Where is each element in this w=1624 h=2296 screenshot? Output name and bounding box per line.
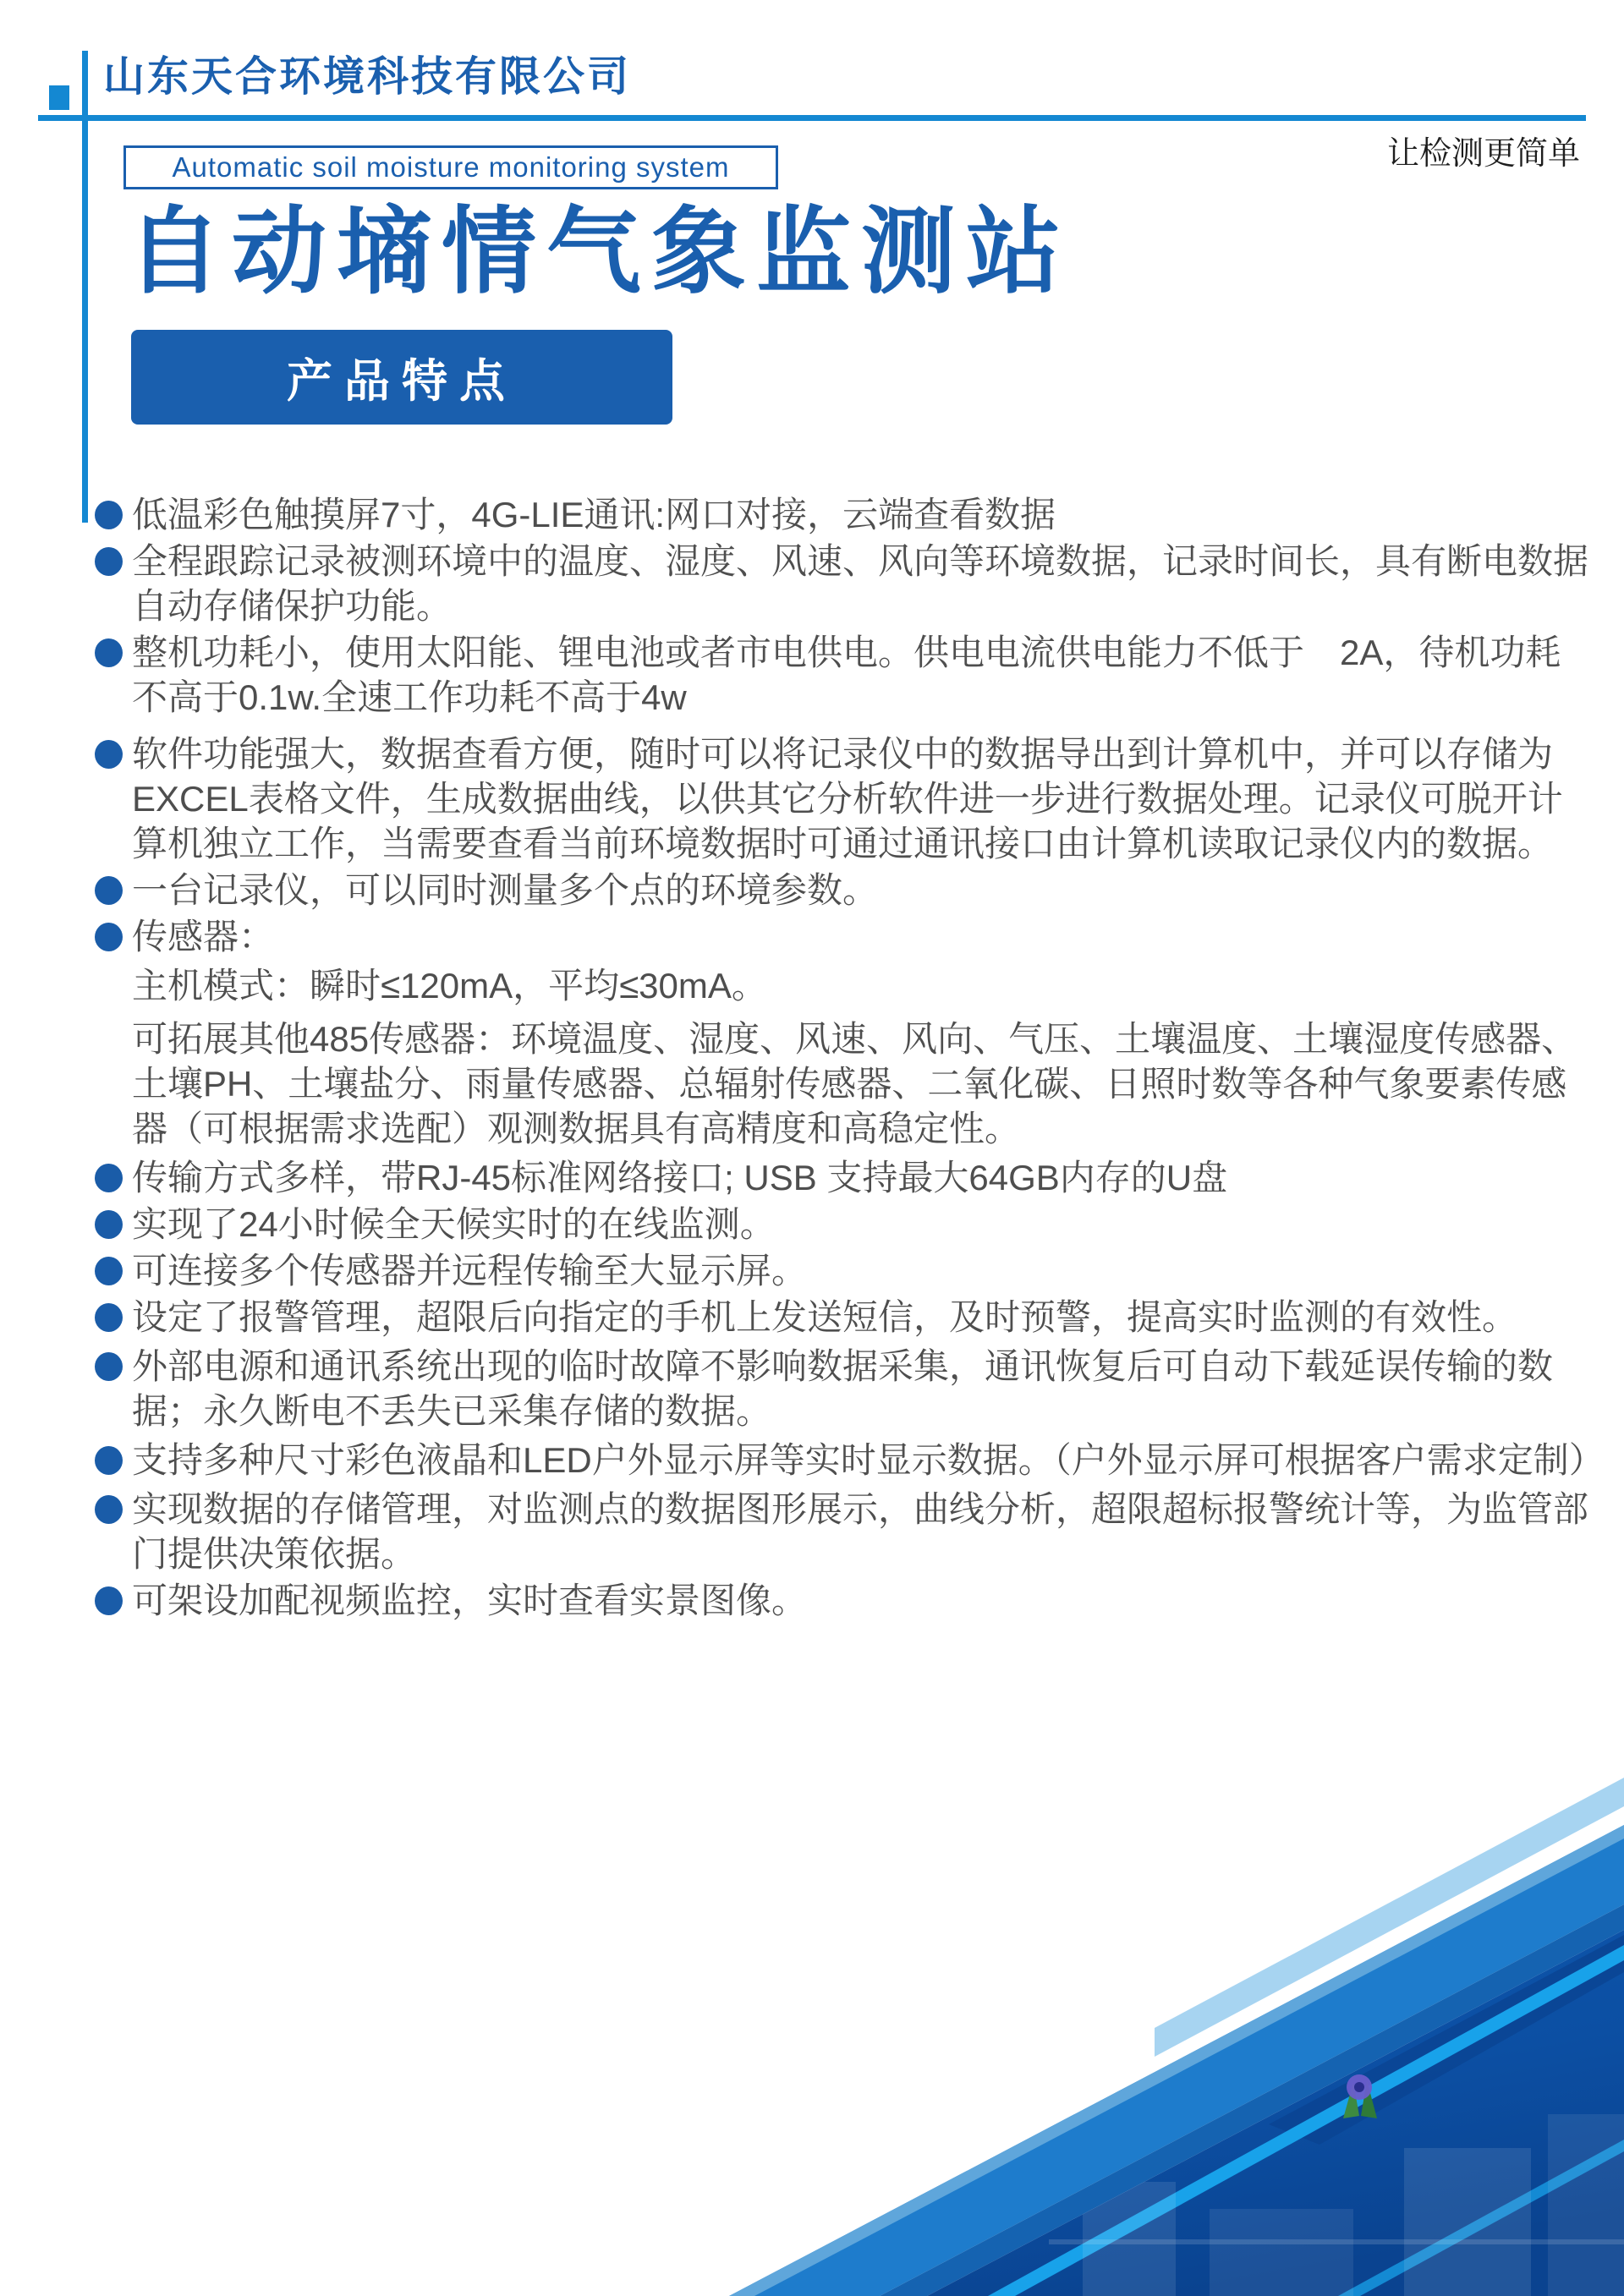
feature-item — [95, 539, 1594, 628]
bullet-icon — [95, 1210, 123, 1239]
bullet-icon — [95, 1164, 123, 1192]
feature-text: 全程跟踪记录被测环境中的温度、湿度、风速、风向等环境数据，记录时间长，具有断电数据自动存储保护功能。 — [132, 541, 1589, 626]
feature-text: 实现了24小时候全天候实时的在线监测。 — [132, 1204, 776, 1244]
bright-line-1 — [988, 1945, 1624, 2296]
bullet-icon — [95, 1352, 123, 1381]
horizontal-rule — [38, 115, 1586, 121]
feature-item — [95, 914, 1594, 1151]
photo-hint — [1083, 2182, 1176, 2296]
bullet-icon — [95, 740, 123, 769]
feature-item — [95, 868, 1594, 912]
feature-item — [95, 1248, 1594, 1293]
feature-text: 传输方式多样，带RJ-45标准网络接口; USB 支持最大64GB内存的U盘 — [132, 1158, 1228, 1197]
bright-line-2 — [1338, 2140, 1624, 2296]
feature-subtext: 可拓展其他485传感器：环境温度、湿度、风速、风向、气压、土壤温度、土壤湿度传感器、土壤PH、土壤盐分、雨量传感器、总辐射传感器、二氧化碳、日照时数等各种气象要素传感器（可根据需求选配）观测数据具有高精度和高稳定性。 — [132, 1019, 1577, 1148]
dark-streak — [1269, 1935, 1624, 2145]
bullet-icon — [95, 1257, 123, 1285]
feature-item — [95, 1487, 1594, 1576]
product-features-badge — [131, 330, 672, 425]
logo-square — [49, 85, 69, 110]
feature-text: 传感器： — [132, 917, 275, 956]
bullet-icon — [95, 547, 123, 576]
english-subtitle: Automatic soil moisture monitoring system — [172, 151, 730, 183]
feature-item — [95, 630, 1594, 720]
feature-text: 可架设加配视频监控，实时查看实景图像。 — [132, 1581, 808, 1620]
feature-subtext: 主机模式：瞬时≤120mA，平均≤30mA。 — [132, 966, 767, 1006]
feature-text: 外部电源和通讯系统出现的临时故障不影响数据采集，通讯恢复后可自动下载延误传输的数据；永久断电不丢失已采集存储的数据。 — [132, 1346, 1554, 1431]
feature-item — [95, 1578, 1594, 1623]
vertical-rule — [82, 51, 88, 523]
stripe-medium-highlight — [729, 1825, 1624, 2296]
badge-label: 产品特点 — [287, 355, 517, 407]
feature-text: 设定了报警管理，超限后向指定的手机上发送短信，及时预警，提高实时监测的有效性。 — [132, 1297, 1518, 1337]
feature-item — [95, 1438, 1605, 1482]
tagline: 让检测更简单 — [1386, 136, 1580, 172]
feature-item — [95, 1344, 1594, 1433]
bullet-icon — [95, 1586, 123, 1615]
photo-hint — [1404, 2148, 1531, 2296]
bullet-icon — [95, 923, 123, 951]
photo-hint — [1049, 2239, 1624, 2244]
stripe-dark-band — [880, 1904, 1624, 2296]
features-list — [95, 490, 1605, 1623]
feature-text: 一台记录仪，可以同时测量多个点的环境参数。 — [132, 870, 879, 910]
feature-item — [95, 492, 1594, 537]
feature-text: 实现数据的存储管理，对监测点的数据图形展示，曲线分析，超限超标报警统计等，为监管部门提供决策依据。 — [132, 1489, 1589, 1574]
feature-text: 低温彩色触摸屏7寸，4G-LIE通讯:网口对接，云端查看数据 — [132, 495, 1056, 534]
bullet-icon — [95, 501, 123, 529]
photo-overlay — [927, 1930, 1624, 2296]
bullet-icon — [95, 1446, 123, 1475]
photo-hint — [1210, 2209, 1353, 2296]
feature-item — [95, 732, 1594, 866]
bullet-icon — [95, 1303, 123, 1332]
bullet-icon — [95, 1495, 123, 1524]
feature-text: 软件功能强大，数据查看方便，随时可以将记录仪中的数据导出到计算机中，并可以存储为EXCEL表格文件，生成数据曲线，以供其它分析软件进一步进行数据处理。记录仪可脱开计算机独立工作，当需要查看当前环境数据时可通过通讯接口由计算机读取记录仪内的数据。 — [132, 734, 1563, 863]
feature-item — [95, 1202, 1594, 1247]
stripe-light — [1155, 1778, 1624, 2057]
feature-text: 整机功耗小，使用太阳能、锂电池或者市电供电。供电电流供电能力不低于 2A，待机功耗不高于0.1w.全速工作功耗不高于4w — [132, 633, 1561, 717]
photo-hint — [1548, 2114, 1624, 2296]
feature-item — [95, 1295, 1594, 1340]
feature-text: 支持多种尺寸彩色液晶和LED户外显示屏等实时显示数据。（户外显示屏可根据客户需求定制） — [132, 1440, 1605, 1480]
english-subtitle-box — [123, 145, 778, 189]
feature-item — [95, 1155, 1594, 1200]
feature-text: 可连接多个传感器并远程传输至大显示屏。 — [132, 1251, 808, 1290]
bullet-icon — [95, 876, 123, 905]
company-name: 山东天合环境科技有限公司 — [103, 54, 632, 100]
stripe-medium — [729, 1825, 1624, 2296]
page-title: 自动墒情气象监测站 — [127, 199, 1071, 304]
bullet-icon — [95, 638, 123, 667]
flower-graphic — [1343, 2074, 1377, 2118]
